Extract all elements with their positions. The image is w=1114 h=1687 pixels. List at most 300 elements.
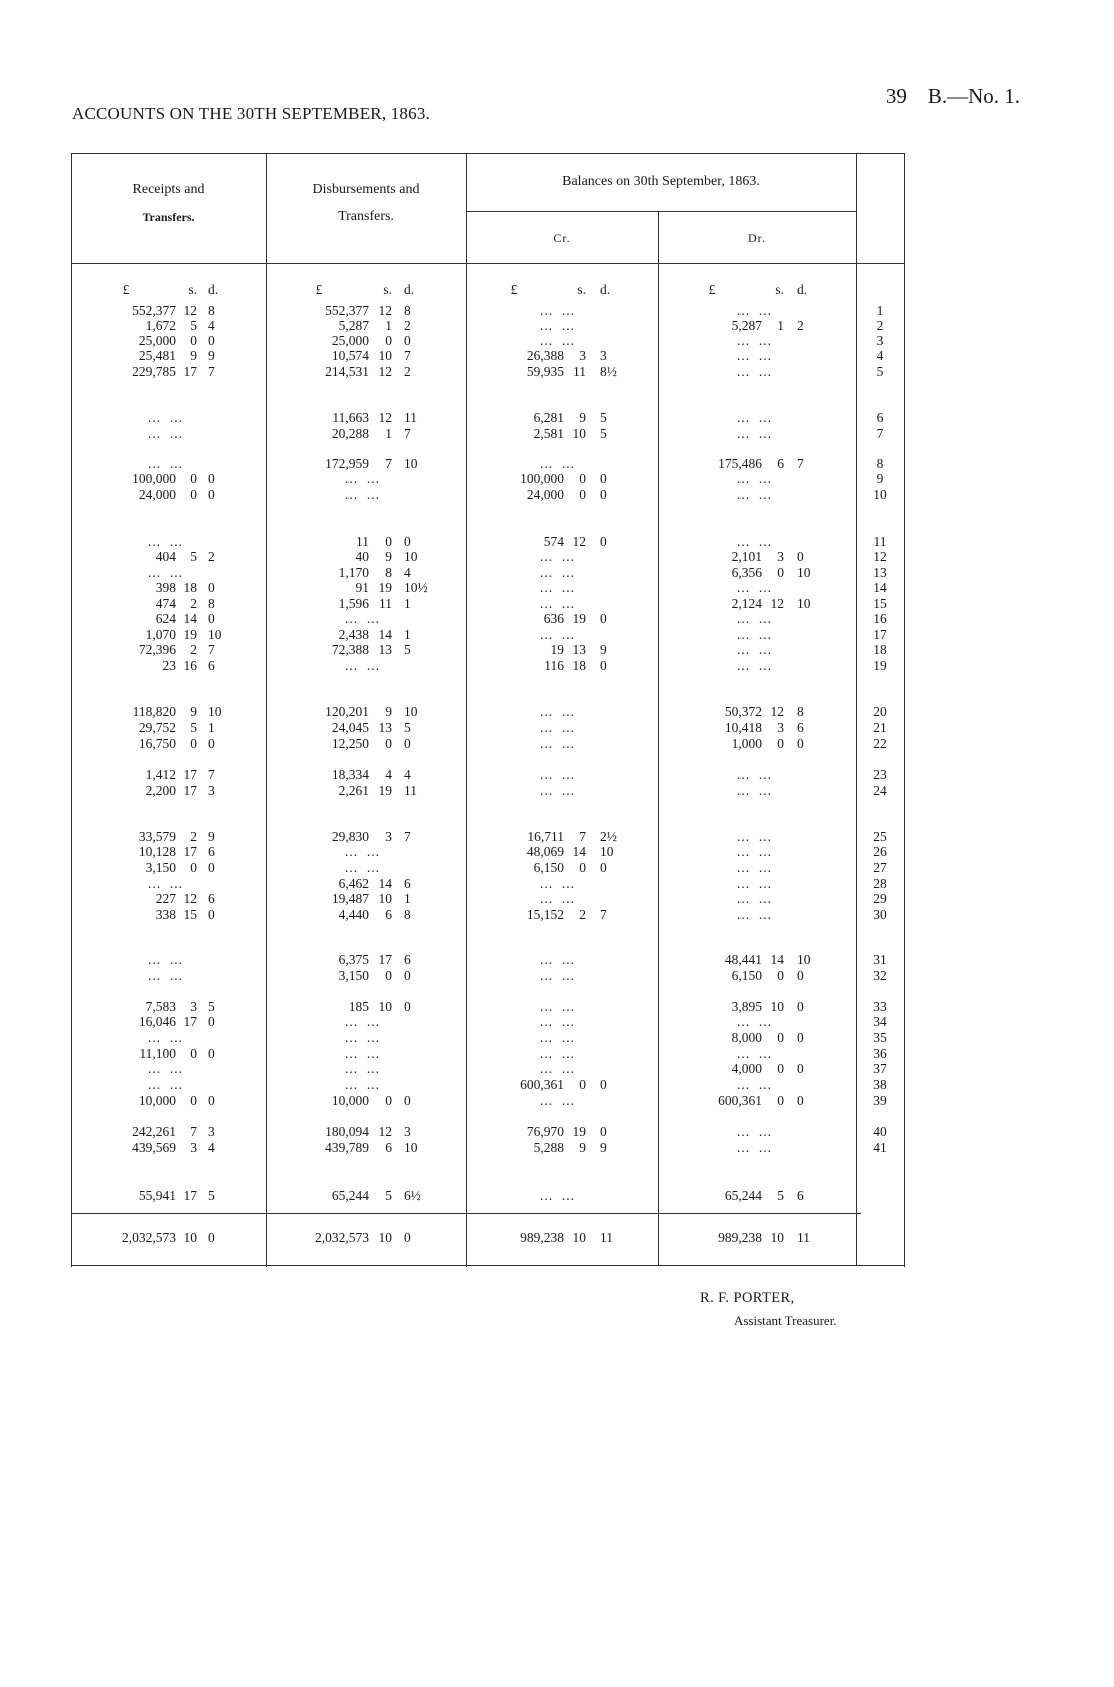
amount-pence: 3: [600, 348, 607, 363]
unit-pounds-label: £: [708, 282, 716, 297]
amount-shillings: 14: [572, 844, 586, 859]
amount-pounds: 2,101: [731, 549, 762, 564]
amount-pounds: 16,046: [138, 1014, 176, 1029]
amount-shillings: 12: [378, 1124, 392, 1139]
empty-placeholder-dots: ... ...: [540, 1188, 575, 1203]
empty-placeholder-dots: ... ...: [737, 364, 772, 379]
amount-pence: 3: [404, 1124, 411, 1139]
amount-shillings: 19: [378, 580, 392, 595]
amount-pence: 0: [208, 736, 215, 751]
amount-shillings: 13: [378, 642, 392, 657]
empty-placeholder-dots: ... ...: [540, 1046, 575, 1061]
row-number: 11: [873, 534, 887, 549]
empty-placeholder-dots: ... ...: [540, 952, 575, 967]
amount-pounds: 10,000: [138, 1093, 176, 1108]
amount-pounds: 23: [162, 658, 176, 673]
amount-pence: 0: [797, 1093, 804, 1108]
row-number: 41: [873, 1140, 887, 1155]
amount-shillings: 5: [777, 1188, 784, 1203]
amount-pounds: 55,941: [138, 1188, 176, 1203]
amount-pounds: 10,000: [331, 1093, 369, 1108]
amount-pence: 0: [600, 611, 607, 626]
amount-pounds: 72,388: [331, 642, 369, 657]
amount-pence: 5: [404, 642, 411, 657]
amount-shillings: 12: [770, 704, 784, 719]
row-number: 39: [873, 1093, 887, 1108]
unit-pounds-label: £: [122, 282, 130, 297]
amount-shillings: 5: [190, 318, 197, 333]
empty-placeholder-dots: ... ...: [540, 891, 575, 906]
amount-shillings: 0: [777, 1030, 784, 1045]
amount-pence: 0: [208, 907, 215, 922]
amount-shillings: 10: [183, 1230, 197, 1245]
amount-shillings: 0: [190, 1046, 197, 1061]
amount-shillings: 11: [379, 596, 392, 611]
amount-pence: 0: [404, 333, 411, 348]
amount-pence: 8: [797, 704, 804, 719]
amount-pounds: 404: [155, 549, 176, 564]
amount-pence: 8: [208, 596, 215, 611]
amount-pence: 2: [797, 318, 804, 333]
amount-pounds: 33,579: [138, 829, 176, 844]
amount-shillings: 14: [378, 876, 392, 891]
amount-pounds: 72,396: [138, 642, 176, 657]
empty-placeholder-dots: ... ...: [148, 565, 183, 580]
amount-pounds: 6,150: [731, 968, 762, 983]
amount-shillings: 19: [183, 627, 197, 642]
amount-pounds: 40: [355, 549, 369, 564]
row-number: 19: [873, 658, 887, 673]
amount-pence: 7: [404, 426, 411, 441]
amount-pence: 0: [404, 968, 411, 983]
amount-pounds: 2,438: [338, 627, 369, 642]
amount-shillings: 2: [190, 829, 197, 844]
amount-shillings: 12: [378, 410, 392, 425]
amount-pence: 6: [404, 876, 411, 891]
amount-shillings: 9: [385, 549, 392, 564]
empty-placeholder-dots: ... ...: [540, 1014, 575, 1029]
amount-shillings: 19: [572, 1124, 586, 1139]
amount-shillings: 0: [385, 736, 392, 751]
amount-shillings: 2: [190, 642, 197, 657]
amount-pence: 5: [404, 720, 411, 735]
amount-pence: 0: [404, 1093, 411, 1108]
amount-pence: 6: [208, 658, 215, 673]
header-disbursements-line1: Disbursements and: [312, 182, 420, 197]
amount-pounds: 2,032,573: [122, 1230, 176, 1245]
amount-pence: 0: [797, 736, 804, 751]
row-number: 27: [873, 860, 887, 875]
amount-pounds: 624: [155, 611, 176, 626]
unit-pounds-label: £: [315, 282, 323, 297]
amount-pounds: 636: [543, 611, 564, 626]
amount-shillings: 9: [579, 410, 586, 425]
amount-shillings: 10: [572, 1230, 586, 1245]
empty-placeholder-dots: ... ...: [737, 876, 772, 891]
row-number: 8: [876, 456, 884, 471]
amount-shillings: 0: [190, 487, 197, 502]
amount-pence: 5: [600, 410, 607, 425]
amount-pence: 9: [600, 642, 607, 657]
amount-shillings: 12: [378, 364, 392, 379]
amount-pence: 0: [208, 1093, 215, 1108]
row-number: 24: [873, 783, 887, 798]
empty-placeholder-dots: ... ...: [540, 1093, 575, 1108]
row-number: 15: [873, 596, 887, 611]
empty-placeholder-dots: ... ...: [540, 999, 575, 1014]
unit-shillings-label: s.: [188, 282, 197, 297]
amount-pence: 0: [600, 471, 607, 486]
amount-shillings: 0: [777, 565, 784, 580]
empty-placeholder-dots: ... ...: [345, 611, 380, 626]
amount-shillings: 0: [190, 736, 197, 751]
amount-shillings: 16: [183, 658, 197, 673]
row-number: 12: [873, 549, 887, 564]
amount-shillings: 10: [378, 891, 392, 906]
amount-pounds: 48,441: [724, 952, 762, 967]
amount-pence: 6: [797, 720, 804, 735]
amount-shillings: 12: [770, 596, 784, 611]
amount-pounds: 338: [155, 907, 176, 922]
row-number: 10: [873, 487, 887, 502]
amount-shillings: 0: [579, 860, 586, 875]
amount-pounds: 19: [550, 642, 564, 657]
amount-pounds: 10,418: [724, 720, 762, 735]
empty-placeholder-dots: ... ...: [737, 426, 772, 441]
amount-pounds: 24,000: [138, 487, 176, 502]
empty-placeholder-dots: ... ...: [148, 534, 183, 549]
amount-shillings: 10: [378, 1230, 392, 1245]
amount-pounds: 3,150: [145, 860, 176, 875]
amount-shillings: 7: [385, 456, 392, 471]
amount-pence: 6: [208, 844, 215, 859]
amount-pounds: 120,201: [325, 704, 369, 719]
amount-shillings: 12: [572, 534, 586, 549]
amount-shillings: 17: [183, 767, 197, 782]
amount-pounds: 59,935: [526, 364, 564, 379]
amount-shillings: 3: [190, 1140, 197, 1155]
amount-pence: 1: [208, 720, 215, 735]
page-title: ACCOUNTS ON THE 30TH SEPTEMBER, 1863.: [72, 104, 430, 123]
row-number: 18: [873, 642, 887, 657]
empty-placeholder-dots: ... ...: [540, 318, 575, 333]
amount-pounds: 91: [355, 580, 369, 595]
amount-pence: 0: [600, 1124, 607, 1139]
amount-pence: 3: [208, 1124, 215, 1139]
amount-pounds: 25,481: [138, 348, 176, 363]
empty-placeholder-dots: ... ...: [345, 471, 380, 486]
amount-pounds: 48,069: [526, 844, 564, 859]
amount-pence: 10: [404, 456, 418, 471]
empty-placeholder-dots: ... ...: [737, 333, 772, 348]
amount-shillings: 12: [378, 303, 392, 318]
empty-placeholder-dots: ... ...: [148, 1077, 183, 1092]
empty-placeholder-dots: ... ...: [737, 767, 772, 782]
amount-shillings: 4: [385, 767, 392, 782]
amount-shillings: 3: [777, 549, 784, 564]
empty-placeholder-dots: ... ...: [737, 348, 772, 363]
signature-name: R. F. PORTER,: [700, 1290, 795, 1306]
row-number: 16: [873, 611, 887, 626]
amount-pence: 10: [208, 627, 222, 642]
amount-pounds: 2,124: [731, 596, 762, 611]
amount-pence: 10: [404, 704, 418, 719]
amount-shillings: 1: [777, 318, 784, 333]
empty-placeholder-dots: ... ...: [540, 580, 575, 595]
amount-pounds: 1,000: [731, 736, 762, 751]
amount-pence: 0: [208, 580, 215, 595]
amount-shillings: 5: [190, 549, 197, 564]
empty-placeholder-dots: ... ...: [540, 565, 575, 580]
amount-pounds: 5,287: [338, 318, 369, 333]
empty-placeholder-dots: ... ...: [737, 534, 772, 549]
amount-pence: 3: [208, 783, 215, 798]
amount-shillings: 13: [378, 720, 392, 735]
amount-shillings: 2: [190, 596, 197, 611]
amount-pounds: 474: [155, 596, 176, 611]
amount-pence: 6: [208, 891, 215, 906]
empty-placeholder-dots: ... ...: [737, 1014, 772, 1029]
amount-pounds: 65,244: [331, 1188, 369, 1203]
row-number: 22: [873, 736, 887, 751]
amount-shillings: 9: [579, 1140, 586, 1155]
empty-placeholder-dots: ... ...: [737, 487, 772, 502]
amount-shillings: 0: [190, 333, 197, 348]
empty-placeholder-dots: ... ...: [148, 968, 183, 983]
header-receipts-line2: Transfers.: [142, 210, 195, 224]
amount-pounds: 1,170: [338, 565, 369, 580]
empty-placeholder-dots: ... ...: [540, 596, 575, 611]
row-number: 1: [876, 303, 884, 318]
amount-shillings: 0: [579, 471, 586, 486]
amount-pounds: 25,000: [331, 333, 369, 348]
header-receipts-line1: Receipts and: [132, 182, 205, 197]
empty-placeholder-dots: ... ...: [737, 1046, 772, 1061]
row-number: 14: [873, 580, 887, 595]
empty-placeholder-dots: ... ...: [148, 426, 183, 441]
amount-shillings: 3: [190, 999, 197, 1014]
amount-pence: 0: [208, 487, 215, 502]
amount-pence: 0: [600, 534, 607, 549]
amount-pounds: 1,596: [338, 596, 369, 611]
empty-placeholder-dots: ... ...: [345, 487, 380, 502]
amount-pence: 2: [404, 364, 411, 379]
empty-placeholder-dots: ... ...: [737, 783, 772, 798]
amount-pounds: 5,287: [731, 318, 762, 333]
amount-shillings: 19: [378, 783, 392, 798]
amount-shillings: 0: [777, 1093, 784, 1108]
amount-shillings: 8: [385, 565, 392, 580]
empty-placeholder-dots: ... ...: [737, 580, 772, 595]
amount-pence: 7: [404, 348, 411, 363]
amount-shillings: 0: [777, 1061, 784, 1076]
empty-placeholder-dots: ... ...: [148, 876, 183, 891]
amount-pounds: 2,581: [533, 426, 564, 441]
row-number: 4: [876, 348, 884, 363]
amount-pounds: 2,261: [338, 783, 369, 798]
empty-placeholder-dots: ... ...: [737, 907, 772, 922]
amount-pence: 9: [208, 829, 215, 844]
amount-shillings: 17: [183, 844, 197, 859]
row-number: 32: [873, 968, 887, 983]
amount-shillings: 13: [572, 642, 586, 657]
amount-shillings: 10: [378, 348, 392, 363]
amount-pence: 2½: [600, 829, 617, 844]
amount-shillings: 0: [579, 1077, 586, 1092]
signature-title: Assistant Treasurer.: [734, 1313, 837, 1328]
row-number: 35: [873, 1030, 887, 1045]
empty-placeholder-dots: ... ...: [540, 456, 575, 471]
unit-pounds-label: £: [510, 282, 518, 297]
amount-pounds: 398: [155, 580, 176, 595]
amount-pounds: 574: [543, 534, 564, 549]
row-number: 7: [876, 426, 884, 441]
amount-pence: 6½: [404, 1188, 421, 1203]
row-number: 21: [873, 720, 887, 735]
amount-pence: 11: [404, 410, 417, 425]
amount-pounds: 3,150: [338, 968, 369, 983]
amount-pounds: 5,288: [533, 1140, 564, 1155]
amount-pence: 5: [208, 999, 215, 1014]
amount-shillings: 18: [183, 580, 197, 595]
amount-pounds: 229,785: [132, 364, 176, 379]
amount-shillings: 5: [385, 1188, 392, 1203]
amount-pence: 0: [208, 1230, 215, 1245]
unit-pence-label: d.: [208, 282, 219, 297]
amount-pounds: 552,377: [325, 303, 369, 318]
row-number: 30: [873, 907, 887, 922]
amount-pence: 0: [600, 1077, 607, 1092]
amount-pounds: 118,820: [132, 704, 176, 719]
row-number: 33: [873, 999, 887, 1014]
amount-shillings: 7: [579, 829, 586, 844]
empty-placeholder-dots: ... ...: [737, 860, 772, 875]
amount-pence: 10: [600, 844, 614, 859]
amount-pounds: 8,000: [731, 1030, 762, 1045]
amount-pounds: 175,486: [718, 456, 762, 471]
amount-pounds: 6,375: [338, 952, 369, 967]
amount-pounds: 29,830: [331, 829, 369, 844]
header-balances: Balances on 30th September, 1863.: [562, 174, 760, 189]
amount-pounds: 15,152: [526, 907, 564, 922]
row-number: 34: [873, 1014, 887, 1029]
amount-pounds: 439,569: [132, 1140, 176, 1155]
amount-pounds: 18,334: [331, 767, 369, 782]
amount-shillings: 19: [572, 611, 586, 626]
unit-pence-label: d.: [404, 282, 415, 297]
amount-pounds: 4,000: [731, 1061, 762, 1076]
amount-pounds: 116: [544, 658, 564, 673]
amount-pence: 7: [797, 456, 804, 471]
amount-pence: 0: [208, 860, 215, 875]
amount-pounds: 552,377: [132, 303, 176, 318]
amount-shillings: 9: [190, 704, 197, 719]
amount-pence: 0: [208, 1046, 215, 1061]
unit-shillings-label: s.: [383, 282, 392, 297]
amount-pounds: 25,000: [138, 333, 176, 348]
amount-pence: 2: [404, 318, 411, 333]
amount-pence: 11: [404, 783, 417, 798]
amount-shillings: 0: [190, 1093, 197, 1108]
amount-pence: 10: [797, 952, 811, 967]
amount-pounds: 172,959: [325, 456, 369, 471]
amount-pence: 6: [404, 952, 411, 967]
amount-pounds: 180,094: [325, 1124, 369, 1139]
amount-shillings: 0: [579, 487, 586, 502]
row-number: 38: [873, 1077, 887, 1092]
amount-pence: 0: [600, 860, 607, 875]
amount-shillings: 6: [385, 907, 392, 922]
empty-placeholder-dots: ... ...: [345, 844, 380, 859]
amount-pence: 9: [600, 1140, 607, 1155]
amount-pounds: 29,752: [138, 720, 176, 735]
amount-pence: 0: [797, 968, 804, 983]
empty-placeholder-dots: ... ...: [540, 767, 575, 782]
amount-pounds: 10,574: [331, 348, 369, 363]
row-number: 3: [876, 333, 884, 348]
amount-pounds: 1,412: [145, 767, 176, 782]
row-number: 40: [873, 1124, 887, 1139]
amount-pence: 8: [404, 303, 411, 318]
amount-shillings: 9: [385, 704, 392, 719]
amount-pence: 0: [208, 333, 215, 348]
amount-pence: 6: [797, 1188, 804, 1203]
amount-pence: 0: [208, 1014, 215, 1029]
empty-placeholder-dots: ... ...: [737, 1140, 772, 1155]
amount-pounds: 26,388: [526, 348, 564, 363]
amount-pounds: 11: [356, 534, 369, 549]
amount-shillings: 15: [183, 907, 197, 922]
empty-placeholder-dots: ... ...: [737, 1077, 772, 1092]
amount-shillings: 3: [579, 348, 586, 363]
amount-pounds: 227: [155, 891, 176, 906]
empty-placeholder-dots: ... ...: [148, 456, 183, 471]
unit-shillings-label: s.: [775, 282, 784, 297]
amount-shillings: 17: [183, 364, 197, 379]
amount-shillings: 17: [378, 952, 392, 967]
amount-pence: 0: [208, 611, 215, 626]
amount-pence: 7: [600, 907, 607, 922]
empty-placeholder-dots: ... ...: [345, 1014, 380, 1029]
amount-shillings: 0: [777, 736, 784, 751]
amount-shillings: 2: [579, 907, 586, 922]
amount-pence: 10: [404, 549, 418, 564]
header-disbursements-line2: Transfers.: [338, 209, 394, 224]
page-number: 39: [885, 84, 907, 108]
empty-placeholder-dots: ... ...: [540, 704, 575, 719]
amount-pounds: 989,238: [718, 1230, 762, 1245]
amount-pence: 9: [208, 348, 215, 363]
empty-placeholder-dots: ... ...: [737, 658, 772, 673]
amount-pounds: 24,000: [526, 487, 564, 502]
amount-pounds: 76,970: [526, 1124, 564, 1139]
amount-pounds: 19,487: [331, 891, 369, 906]
amount-shillings: 0: [777, 968, 784, 983]
empty-placeholder-dots: ... ...: [345, 658, 380, 673]
empty-placeholder-dots: ... ...: [345, 1077, 380, 1092]
empty-placeholder-dots: ... ...: [737, 844, 772, 859]
empty-placeholder-dots: ... ...: [737, 891, 772, 906]
row-number: 9: [876, 471, 884, 486]
empty-placeholder-dots: ... ...: [148, 1030, 183, 1045]
unit-shillings-label: s.: [577, 282, 586, 297]
amount-pence: 4: [208, 1140, 215, 1155]
amount-pence: 0: [404, 736, 411, 751]
amount-shillings: 6: [777, 456, 784, 471]
amount-pounds: 100,000: [132, 471, 176, 486]
row-number: 37: [873, 1061, 887, 1076]
amount-shillings: 10: [378, 999, 392, 1014]
